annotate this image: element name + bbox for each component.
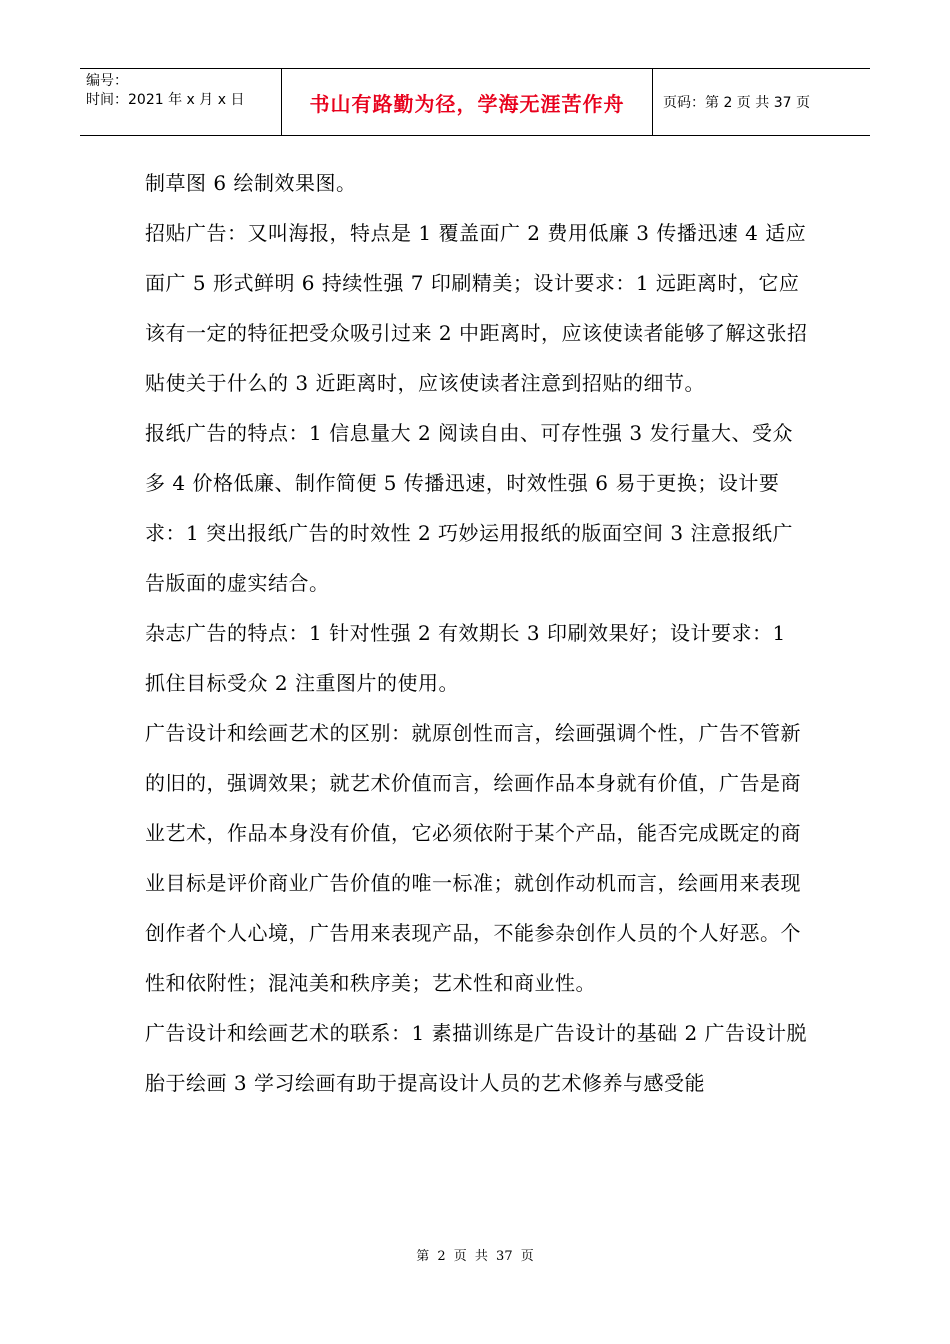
- header-page-cell: [653, 69, 870, 135]
- paragraph: 报纸广告的特点：1 信息量大 2 阅读自由、可存性强 3 发行量大、受众多 4 价格低廉、制作简便 5 传播迅速，时效性强 6 易于更换；设计要求：1 突出报纸广告的时效性 2 巧妙运用报纸的版面空间 3 注意报纸广告版面的虚实结合。: [145, 421, 793, 595]
- time-label: 时间：2021 年 x 月 x 日: [86, 92, 245, 108]
- number-label: 编号：: [86, 73, 128, 89]
- motto-text: 书山有路勤为径，学海无涯苦作舟: [309, 91, 625, 116]
- paragraph: 招贴广告：又叫海报，特点是 1 覆盖面广 2 费用低廉 3 传播迅速 4 适应面广 5 形式鲜明 6 持续性强 7 印刷精美；设计要求：1 远距离时，它应该有一定的特征把受众吸引过来 2 中距离时，应该使读者能够了解这张招贴使关于什么的 3 近距离时，应该使读者注意到招贴的细节。: [145, 221, 808, 395]
- page-info: 页码：第 2 页 共 37 页: [663, 95, 810, 111]
- paragraph: 杂志广告的特点：1 针对性强 2 有效期长 3 印刷效果好；设计要求：1 抓住目标受众 2 注重图片的使用。: [145, 621, 786, 695]
- document-header: [80, 68, 870, 136]
- paragraph: 广告设计和绘画艺术的区别：就原创性而言，绘画强调个性，广告不管新的旧的，强调效果；就艺术价值而言，绘画作品本身就有价值，广告是商业艺术，作品本身没有价值，它必须依附于某个产品，能否完成既定的商业目标是评价商业广告价值的唯一标准；就创作动机而言，绘画用来表现创作者个人心境，广告用来表现产品，不能参杂创作人员的个人好恶。个性和依附性；混沌美和秩序美；艺术性和商业性。: [145, 721, 801, 995]
- header-meta-cell: [80, 69, 282, 135]
- page-footer: 第 2 页 共 37 页: [416, 1249, 534, 1264]
- paragraph: 制草图 6 绘制效果图。: [145, 171, 357, 195]
- paragraph: 广告设计和绘画艺术的联系：1 素描训练是广告设计的基础 2 广告设计脱胎于绘画 3 学习绘画有助于提高设计人员的艺术修养与感受能: [145, 1021, 808, 1095]
- header-motto-cell: [282, 69, 653, 135]
- document-body: [145, 158, 810, 1108]
